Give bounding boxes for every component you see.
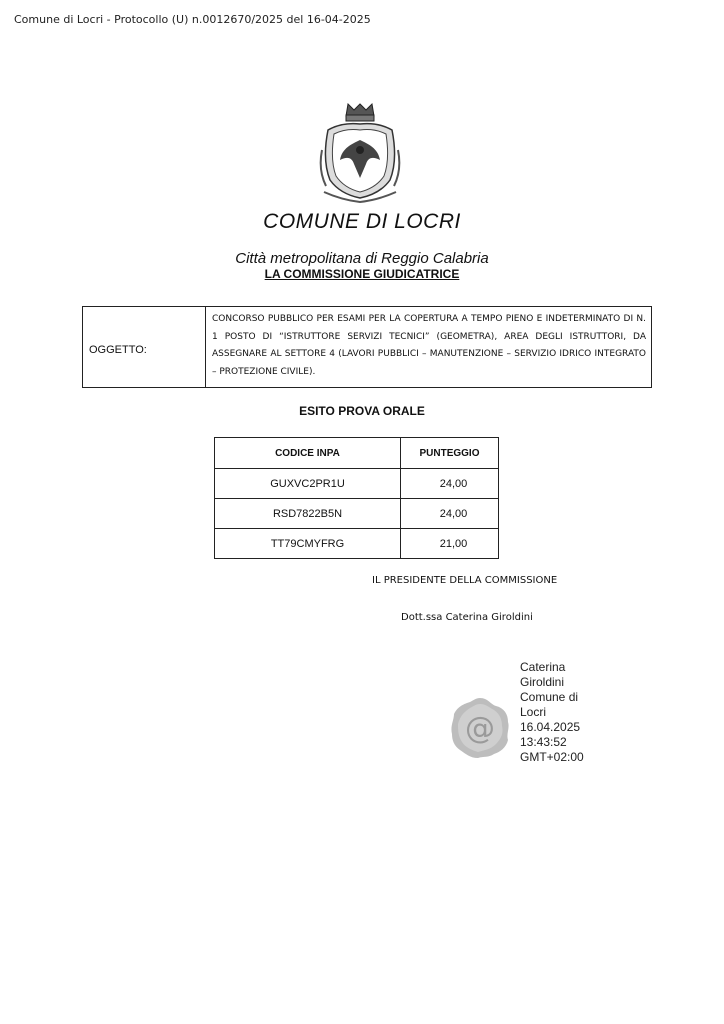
digital-seal-icon (448, 696, 512, 760)
svg-text:@: @ (465, 711, 495, 746)
results-heading: ESITO PROVA ORALE (299, 404, 425, 418)
signature-line: 16.04.2025 (520, 720, 581, 734)
oggetto-divider (205, 307, 206, 387)
oggetto-label: OGGETTO: (89, 344, 147, 356)
president-title: IL PRESIDENTE DELLA COMMISSIONE (372, 575, 558, 586)
table-row (215, 499, 499, 529)
signature-line: GMT+02:00 (520, 750, 584, 764)
candidate-code: TT79CMYFRG (215, 529, 401, 559)
page-subtitle: Città metropolitana di Reggio Calabria (235, 250, 489, 267)
table-row (215, 529, 499, 559)
signature-line: Comune di (520, 690, 579, 704)
oggetto-text: CONCORSO PUBBLICO PER ESAMI PER LA COPERTURA A TEMPO PIENO E INDETERMINATO DI N. 1 POSTO DI “ISTRUTTORE SERVIZI TECNICI” (GEOMETRA), AREA DEGLI ISTRUTTORI, DA ASSEGNARE AL SETTORE 4 (LAVORI PUBBLICI – MANUTENZIONE – SERVIZIO IDRICO INTEGRATO – PROTEZIONE CIVILE). (212, 314, 646, 377)
table-row (215, 469, 499, 499)
candidate-code: GUXVC2PR1U (215, 469, 401, 499)
signature-line: 13:43:52 (520, 735, 567, 749)
coat-of-arms-icon (318, 100, 402, 204)
results-table (214, 437, 499, 559)
digital-signature-text (520, 660, 584, 765)
column-header-code: CODICE INPA (215, 438, 401, 469)
oggetto-box (82, 306, 652, 388)
candidate-score: 24,00 (401, 469, 499, 499)
president-name: Dott.ssa Caterina Giroldini (401, 612, 533, 623)
commission-heading: LA COMMISSIONE GIUDICATRICE (264, 267, 460, 281)
candidate-score: 21,00 (401, 529, 499, 559)
candidate-code: RSD7822B5N (215, 499, 401, 529)
candidate-score: 24,00 (401, 499, 499, 529)
protocol-header: Comune di Locri - Protocollo (U) n.0012670/2025 del 16-04-2025 (14, 13, 371, 26)
table-header-row (215, 438, 499, 469)
signature-line: Giroldini (520, 675, 565, 689)
signature-line: Caterina (520, 660, 566, 674)
page-title: COMUNE DI LOCRI (263, 210, 461, 233)
column-header-score: PUNTEGGIO (401, 438, 499, 469)
signature-line: Locri (520, 705, 547, 719)
